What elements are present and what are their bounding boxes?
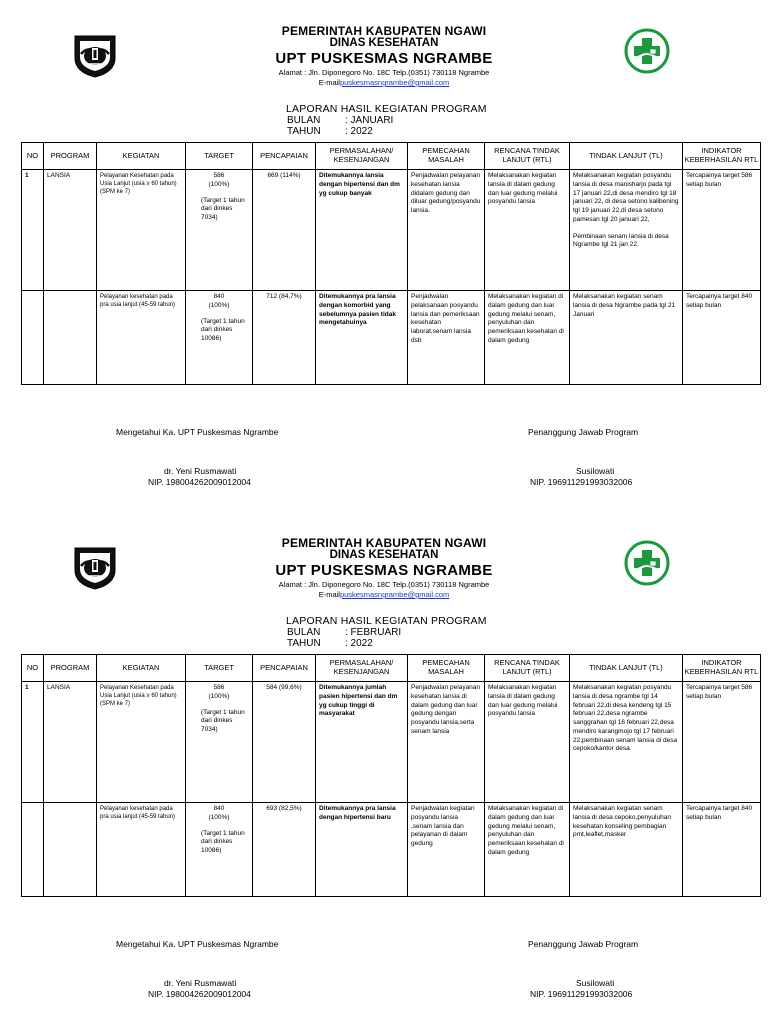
col-kegiatan-cell [97, 682, 186, 803]
rtl-text: Melaksanakan kegiatan di dalam gedung dan luar gedung melalui senam, penyuluhan dan pemeriksaan kesehatan di dalam gedung [488, 805, 564, 856]
col-permasalahan-cell [316, 682, 408, 803]
col-kegiatan-cell [97, 291, 186, 385]
report-table [21, 654, 761, 897]
kegiatan-text: Pelayanan Kesehatan pada Usia Lanjut (usia ≥ 60 tahun) (SPM ke 7) [100, 685, 177, 708]
pencapaian-value: 669 (114%) [267, 172, 301, 179]
responsible-title: Penanggung Jawab Program [528, 939, 639, 949]
program-name: LANSIA [47, 684, 71, 691]
row-number: 1 [25, 172, 29, 179]
year-value: : 2022 [345, 126, 373, 137]
header-government: PEMERINTAH KABUPATEN NGAWI [281, 24, 487, 38]
col-rtl-cell [485, 803, 570, 897]
header-department: DINAS KESEHATAN [329, 37, 439, 49]
col-no-cell [22, 682, 44, 803]
col-rtl-cell [485, 291, 570, 385]
program-name: LANSIA [47, 172, 71, 179]
col-pencapaian-cell [253, 291, 316, 385]
pencapaian-value: 712 (84,7%) [266, 293, 302, 300]
col-pencapaian-cell [253, 682, 316, 803]
col-target-cell [186, 291, 253, 385]
puskesmas-logo-icon [624, 540, 670, 586]
col-indikator-cell [683, 170, 761, 291]
col-no-cell [22, 291, 44, 385]
kegiatan-text: Pelayanan kesehatan pada pra usia lanjut (45-59 tahun) [100, 294, 176, 309]
indikator-text: Tercapainya target 840 setiap bulan [686, 805, 753, 821]
table-header-row [22, 143, 761, 170]
year-label: TAHUN [287, 638, 321, 649]
permasalahan-text: Ditemukannya pra lansia dengan hipertensi baru [319, 805, 396, 821]
header-institution: UPT PUSKESMAS NGRAMBE [275, 562, 493, 579]
pencapaian-value: 693 (82,5%) [266, 805, 302, 812]
col-indikator-header: INDIKATOR KEBERHASILAN RTL [683, 143, 761, 170]
header-email [200, 78, 568, 87]
month-line [287, 627, 401, 638]
col-pencapaian-cell [253, 803, 316, 897]
pemecahan-text: Penjadwalan pelayanan kesehatan lansia didalam gedung dan diluar gedung/posyandu lansia. [411, 172, 481, 215]
col-program-cell [44, 170, 97, 291]
approver-nip: NIP. 198004262009012004 [148, 477, 251, 487]
col-program-cell [44, 682, 97, 803]
col-pencapaian-header: PENCAPAIAN [253, 143, 316, 170]
month-label: BULAN [287, 627, 321, 638]
permasalahan-text: Ditemukannya pra lansia dengan komorbid yang sebelumnya pasien tidak mengetahuinya [319, 293, 396, 327]
col-tl-header: TINDAK LANJUT (TL) [570, 143, 683, 170]
col-no-header: NO [22, 143, 44, 170]
responsible-title: Penanggung Jawab Program [528, 427, 639, 437]
col-permasalahan-header: PERMASALAHAN/ KESENJANGAN [316, 143, 408, 170]
target-note: (Target 1 tahun dari dinkes 10086) [201, 317, 245, 343]
col-target-cell [186, 170, 253, 291]
target-note: (Target 1 tahun dari dinkes 7034) [201, 708, 245, 734]
col-permasalahan-cell [316, 170, 408, 291]
approver-title: Mengetahui Ka. UPT Puskesmas Ngrambe [116, 427, 279, 437]
table-row [22, 803, 761, 897]
year-line [287, 638, 373, 649]
target-value: 586 (100%) [208, 172, 230, 188]
tl-text: Melaksanakan kegiatan posyandu lansia di desa ngrambe tgl 14 februari 22,di desa kendeng tgl 15 februari 22,desa ngrambe sanggrahan tgl 16 februari 22,desa mendiro karangmojo tgl 17 februari 22,pembinaan senam lansia di desa cepoko/kantor desa. [573, 684, 678, 753]
col-permasalahan-cell [316, 291, 408, 385]
col-permasalahan-cell [316, 803, 408, 897]
email-link[interactable]: puskesmasngrambe@gmail.com [339, 590, 450, 599]
table-row [22, 291, 761, 385]
tl-extra-text: Pembinaan senam lansia di desa Ngrambe tgl 21 jan 22. [573, 232, 669, 249]
permasalahan-text: Ditemukannya lansia dengan hipertensi dan dm yg cukup banyak [319, 172, 400, 197]
approver-nip: NIP. 198004262009012004 [148, 989, 251, 999]
header-email [200, 590, 568, 599]
year-line [287, 126, 373, 137]
col-program-cell [44, 803, 97, 897]
approver-name: dr. Yeni Rusmawati [164, 466, 237, 476]
indikator-text: Tercapainya target 840 setiap bulan [686, 293, 753, 309]
col-no-header: NO [22, 655, 44, 682]
responsible-name: Susilowati [576, 466, 615, 476]
col-no-cell [22, 170, 44, 291]
tl-text: Melaksanakan kegiatan posyandu lansia di desa manisharjo pada tgl 17 januari 22,di desa mendiro tgl 18 januari 22, di desa setono kalibening tgl 19 januari 22,di desa setono pamesan tgl 20 januari 22, [573, 172, 679, 223]
col-pemecahan-cell [408, 803, 485, 897]
target-note: (Target 1 tahun dari dinkes 10086) [201, 829, 245, 855]
ngawi-regency-emblem-icon [71, 34, 119, 78]
report-page [0, 512, 768, 1024]
col-rtl-cell [485, 170, 570, 291]
row-number: 1 [25, 684, 29, 691]
col-indikator-cell [683, 803, 761, 897]
kegiatan-text: Pelayanan Kesehatan pada Usia Lanjut (usia ≥ 60 tahun) (SPM ke 7) [100, 173, 177, 196]
email-label: E-mail [318, 78, 340, 87]
report-table [21, 142, 761, 385]
month-value: : FEBRUARI [345, 627, 402, 638]
rtl-text: Melaksanakan kegiatan lansia di dalam gedung dan luar gedung melalui posyandu lansia [488, 684, 558, 718]
col-indikator-cell [683, 291, 761, 385]
col-target-header: TARGET [186, 655, 253, 682]
col-permasalahan-header: PERMASALAHAN/ KESENJANGAN [316, 655, 408, 682]
header-address: Alamat : Jln. Diponegoro No. 18C Telp.(0351) 730118 Ngrambe [278, 68, 490, 77]
rtl-text: Melaksanakan kegiatan di dalam gedung dan luar gedung melalui senam, penyuluhan dan pemeriksaan kesehatan di dalam gedung [488, 293, 564, 344]
col-target-header: TARGET [186, 143, 253, 170]
target-value: 840 (100%) [208, 293, 230, 309]
month-line [287, 115, 393, 126]
header-department: DINAS KESEHATAN [329, 549, 439, 561]
email-label: E-mail [318, 590, 340, 599]
indikator-text: Tercapainya target 586 setiap bulan [686, 684, 753, 700]
table-row [22, 682, 761, 803]
report-title: LAPORAN HASIL KEGIATAN PROGRAM [286, 615, 487, 627]
col-pemecahan-cell [408, 170, 485, 291]
permasalahan-text: Ditemukannya jumlah pasien hipertensi dan dm yg cukup tinggi di masyarakat [319, 684, 398, 718]
col-kegiatan-cell [97, 803, 186, 897]
tl-text: Melaksanakan kegiatan senam lansia di desa Ngrambe pada tgl 21 Januari [573, 293, 676, 318]
responsible-nip: NIP. 196911291993032006 [530, 989, 633, 999]
col-target-cell [186, 803, 253, 897]
col-indikator-cell [683, 682, 761, 803]
col-tl-cell [570, 803, 683, 897]
month-value: : JANUARI [345, 115, 394, 126]
responsible-name: Susilowati [576, 978, 615, 988]
target-note: (Target 1 tahun dari dinkes 7034) [201, 196, 245, 222]
indikator-text: Tercapainya target 586 setiap bulan [686, 172, 753, 188]
header-government: PEMERINTAH KABUPATEN NGAWI [281, 536, 487, 550]
tl-text: Melaksanakan kegiatan senam lansia di desa cepoko,penyuluhan kesehatan konseling pembagian pmt,leaflet,masker [573, 805, 671, 839]
col-tl-cell [570, 170, 683, 291]
header-institution: UPT PUSKESMAS NGRAMBE [275, 50, 493, 67]
puskesmas-logo-icon [624, 28, 670, 74]
ngawi-regency-emblem-icon [71, 546, 119, 590]
col-kegiatan-cell [97, 170, 186, 291]
col-program-cell [44, 291, 97, 385]
col-pemecahan-header: PEMECAHAN MASALAH [408, 143, 485, 170]
responsible-nip: NIP. 196911291993032006 [530, 477, 633, 487]
target-value: 840 (100%) [208, 805, 230, 821]
approver-title: Mengetahui Ka. UPT Puskesmas Ngrambe [116, 939, 279, 949]
col-kegiatan-header: KEGIATAN [97, 143, 186, 170]
col-rtl-header: RENCANA TINDAK LANJUT (RTL) [485, 143, 570, 170]
col-pemecahan-cell [408, 682, 485, 803]
col-program-header: PROGRAM [44, 143, 97, 170]
col-tl-cell [570, 291, 683, 385]
col-indikator-header: INDIKATOR KEBERHASILAN RTL [683, 655, 761, 682]
col-pencapaian-cell [253, 170, 316, 291]
table-header-row [22, 655, 761, 682]
col-tl-header: TINDAK LANJUT (TL) [570, 655, 683, 682]
col-rtl-cell [485, 682, 570, 803]
kegiatan-text: Pelayanan kesehatan pada pra usia lanjut (45-59 tahun) [100, 806, 176, 821]
col-pemecahan-header: PEMECAHAN MASALAH [408, 655, 485, 682]
rtl-text: Melaksanakan kegiatan lansia di dalam gedung dan luar gedung melalui posyandu lansia [488, 172, 558, 206]
pemecahan-text: Penjadwalan pelayanan kesehatan lansia di dalam gedung dan luar gedung dengan posyandu lansia,serta senam lansia [411, 684, 481, 735]
col-pencapaian-header: PENCAPAIAN [253, 655, 316, 682]
table-row [22, 170, 761, 291]
pencapaian-value: 584 (99,6%) [266, 684, 302, 691]
month-label: BULAN [287, 115, 321, 126]
email-link[interactable]: puskesmasngrambe@gmail.com [339, 78, 450, 87]
year-label: TAHUN [287, 126, 321, 137]
header-address: Alamat : Jln. Diponegoro No. 18C Telp.(0351) 730118 Ngrambe [278, 580, 490, 589]
report-title: LAPORAN HASIL KEGIATAN PROGRAM [286, 103, 487, 115]
col-rtl-header: RENCANA TINDAK LANJUT (RTL) [485, 655, 570, 682]
col-no-cell [22, 803, 44, 897]
year-value: : 2022 [345, 638, 373, 649]
approver-name: dr. Yeni Rusmawati [164, 978, 237, 988]
target-value: 586 (100%) [208, 684, 230, 700]
pemecahan-text: Penjadwalan kegiatan posyandu lansia ,senam lansia dan pelayanan di dalam gedung [411, 805, 475, 848]
col-pemecahan-cell [408, 291, 485, 385]
col-kegiatan-header: KEGIATAN [97, 655, 186, 682]
pemecahan-text: Penjadwalan pelaksanaan posyandu lansia dan pemeriksaan kesehatan laborat,senam lansia dsb [411, 293, 480, 344]
col-program-header: PROGRAM [44, 655, 97, 682]
col-target-cell [186, 682, 253, 803]
col-tl-cell [570, 682, 683, 803]
